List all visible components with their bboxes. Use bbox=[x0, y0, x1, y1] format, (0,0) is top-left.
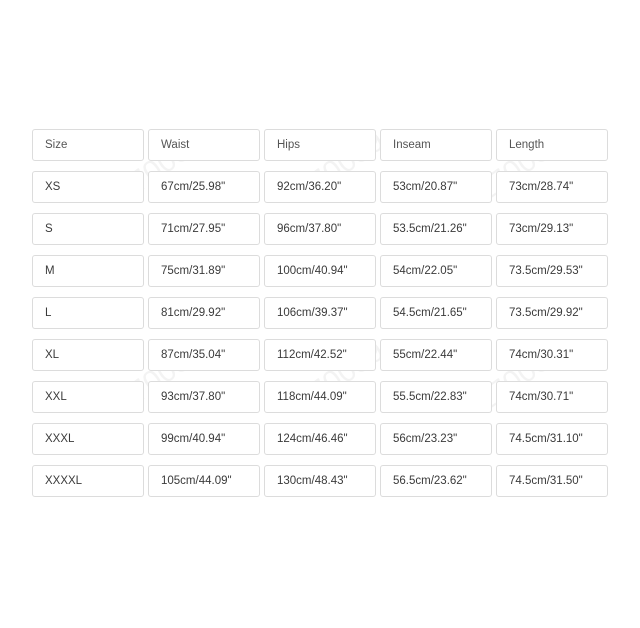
inseam-cell: 56.5cm/23.62" bbox=[380, 465, 492, 497]
inseam-cell: 53.5cm/21.26" bbox=[380, 213, 492, 245]
waist-cell: 67cm/25.98" bbox=[148, 171, 260, 203]
length-cell: 73cm/29.13" bbox=[496, 213, 608, 245]
header-hips: Hips bbox=[264, 129, 376, 161]
size-cell: S bbox=[32, 213, 144, 245]
hips-cell: 92cm/36.20" bbox=[264, 171, 376, 203]
size-cell: XXXXL bbox=[32, 465, 144, 497]
waist-cell: 87cm/35.04" bbox=[148, 339, 260, 371]
hips-cell: 112cm/42.52" bbox=[264, 339, 376, 371]
waist-cell: 99cm/40.94" bbox=[148, 423, 260, 455]
waist-cell: 71cm/27.95" bbox=[148, 213, 260, 245]
inseam-cell: 53cm/20.87" bbox=[380, 171, 492, 203]
hips-cell: 100cm/40.94" bbox=[264, 255, 376, 287]
inseam-cell: 56cm/23.23" bbox=[380, 423, 492, 455]
size-cell: XXL bbox=[32, 381, 144, 413]
inseam-cell: 55cm/22.44" bbox=[380, 339, 492, 371]
length-cell: 73.5cm/29.53" bbox=[496, 255, 608, 287]
inseam-cell: 54.5cm/21.65" bbox=[380, 297, 492, 329]
length-cell: 74cm/30.71" bbox=[496, 381, 608, 413]
size-cell: XS bbox=[32, 171, 144, 203]
size-chart-table bbox=[32, 129, 608, 497]
length-cell: 73cm/28.74" bbox=[496, 171, 608, 203]
inseam-cell: 54cm/22.05" bbox=[380, 255, 492, 287]
waist-cell: 75cm/31.89" bbox=[148, 255, 260, 287]
inseam-cell: 55.5cm/22.83" bbox=[380, 381, 492, 413]
hips-cell: 96cm/37.80" bbox=[264, 213, 376, 245]
size-cell: L bbox=[32, 297, 144, 329]
size-cell: XL bbox=[32, 339, 144, 371]
header-waist: Waist bbox=[148, 129, 260, 161]
header-length: Length bbox=[496, 129, 608, 161]
header-inseam: Inseam bbox=[380, 129, 492, 161]
waist-cell: 105cm/44.09" bbox=[148, 465, 260, 497]
hips-cell: 124cm/46.46" bbox=[264, 423, 376, 455]
hips-cell: 106cm/39.37" bbox=[264, 297, 376, 329]
waist-cell: 81cm/29.92" bbox=[148, 297, 260, 329]
size-cell: M bbox=[32, 255, 144, 287]
length-cell: 74.5cm/31.50" bbox=[496, 465, 608, 497]
hips-cell: 130cm/48.43" bbox=[264, 465, 376, 497]
length-cell: 73.5cm/29.92" bbox=[496, 297, 608, 329]
header-size: Size bbox=[32, 129, 144, 161]
length-cell: 74cm/30.31" bbox=[496, 339, 608, 371]
waist-cell: 93cm/37.80" bbox=[148, 381, 260, 413]
size-cell: XXXL bbox=[32, 423, 144, 455]
hips-cell: 118cm/44.09" bbox=[264, 381, 376, 413]
length-cell: 74.5cm/31.10" bbox=[496, 423, 608, 455]
